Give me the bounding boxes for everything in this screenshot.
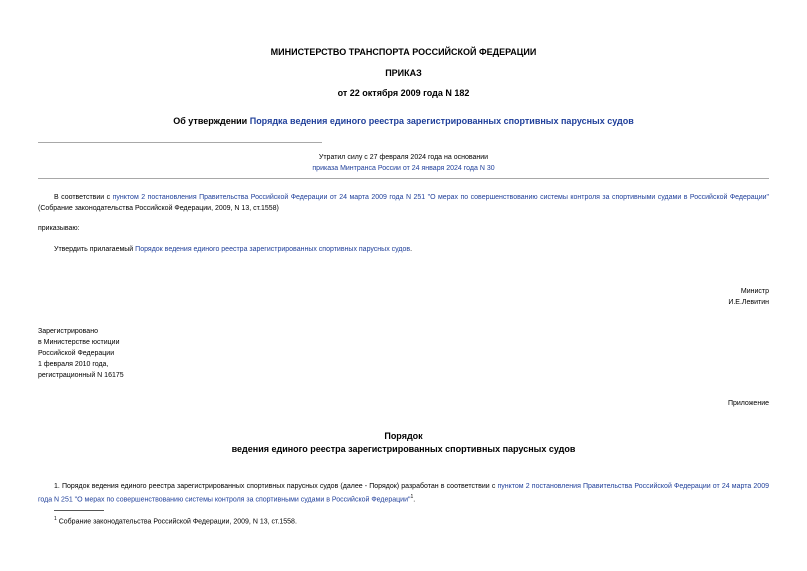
preamble-paragraph (38, 192, 769, 214)
approve-text-before: Утвердить прилагаемый (54, 246, 136, 253)
approve-link[interactable]: Порядок ведения единого реестра зарегистрированных спортивных парусных судов (135, 246, 411, 253)
title-prefix: Об утверждении (173, 116, 250, 126)
appendix-title-line2: ведения единого реестра зарегистрированных спортивных парусных судов (231, 444, 576, 454)
footnote-text: Собрание законодательства Российской Федерации, 2009, N 13, ст.1558. (56, 518, 297, 526)
point1-text-before: 1. Порядок ведения единого реестра зарегистрированных спортивных парусных судов (далее - Порядок) разработан в соответствии с (54, 483, 498, 490)
divider-bottom (38, 178, 769, 179)
registration-block (38, 326, 124, 381)
registration-line: в Министерстве юстиции (38, 339, 120, 346)
registration-line: 1 февраля 2010 года, (38, 361, 109, 368)
footnote-divider (54, 510, 104, 511)
footnote-mark: 1 (54, 516, 57, 522)
point1-footnote-mark[interactable]: 1 (410, 494, 414, 500)
footnote (54, 514, 297, 527)
signature-name: И.Е.Левитин (728, 299, 769, 306)
approve-text-after: . (410, 246, 413, 253)
registration-line: Российской Федерации (38, 350, 115, 357)
divider-top (38, 142, 322, 143)
point1-text-after: . (413, 496, 416, 504)
status-note-line1: Утратил силу с 27 февраля 2024 года на основании (318, 154, 489, 161)
status-note-link[interactable]: приказа Минтранса России от 24 января 2024 года N 30 (312, 165, 495, 172)
preamble-text-before: В соответствии с (54, 194, 113, 201)
signature-block (728, 286, 769, 308)
appendix-title (0, 430, 807, 456)
status-note (0, 152, 807, 174)
preamble-text-after: (Собрание законодательства Российской Федерации, 2009, N 13, ст.1558) (38, 205, 279, 212)
preamble-link[interactable]: пунктом 2 постановления Правительства Российской Федерации от 24 марта 2009 года N 251 "О мерах по совершенствованию системы контроля за спортивными судами в Российской Федерации" (112, 194, 769, 201)
approve-paragraph (54, 244, 412, 255)
registration-line: Зарегистрировано (38, 328, 98, 335)
date-number-heading: от 22 октября 2009 года N 182 (337, 88, 470, 98)
signature-position: Министр (740, 288, 769, 295)
appendix-title-line1: Порядок (384, 431, 423, 441)
registration-line: регистрационный N 16175 (38, 372, 124, 379)
point1-link[interactable]: пунктом 2 постановления Правительства Российской Федерации от 24 марта 2009 года N 251 "О мерах по совершенствованию системы контроля за спортивными судами в Российской Федерации" (38, 483, 769, 504)
title-link[interactable]: Порядка ведения единого реестра зарегистрированных спортивных парусных судов (249, 116, 634, 126)
document-title (0, 116, 807, 126)
point1-paragraph (38, 481, 769, 505)
order-word: приказываю: (38, 225, 80, 232)
appendix-label: Приложение (727, 400, 769, 407)
doc-type-heading: ПРИКАЗ (385, 68, 422, 78)
ministry-heading: МИНИСТЕРСТВО ТРАНСПОРТА РОССИЙСКОЙ ФЕДЕРАЦИИ (270, 47, 537, 57)
